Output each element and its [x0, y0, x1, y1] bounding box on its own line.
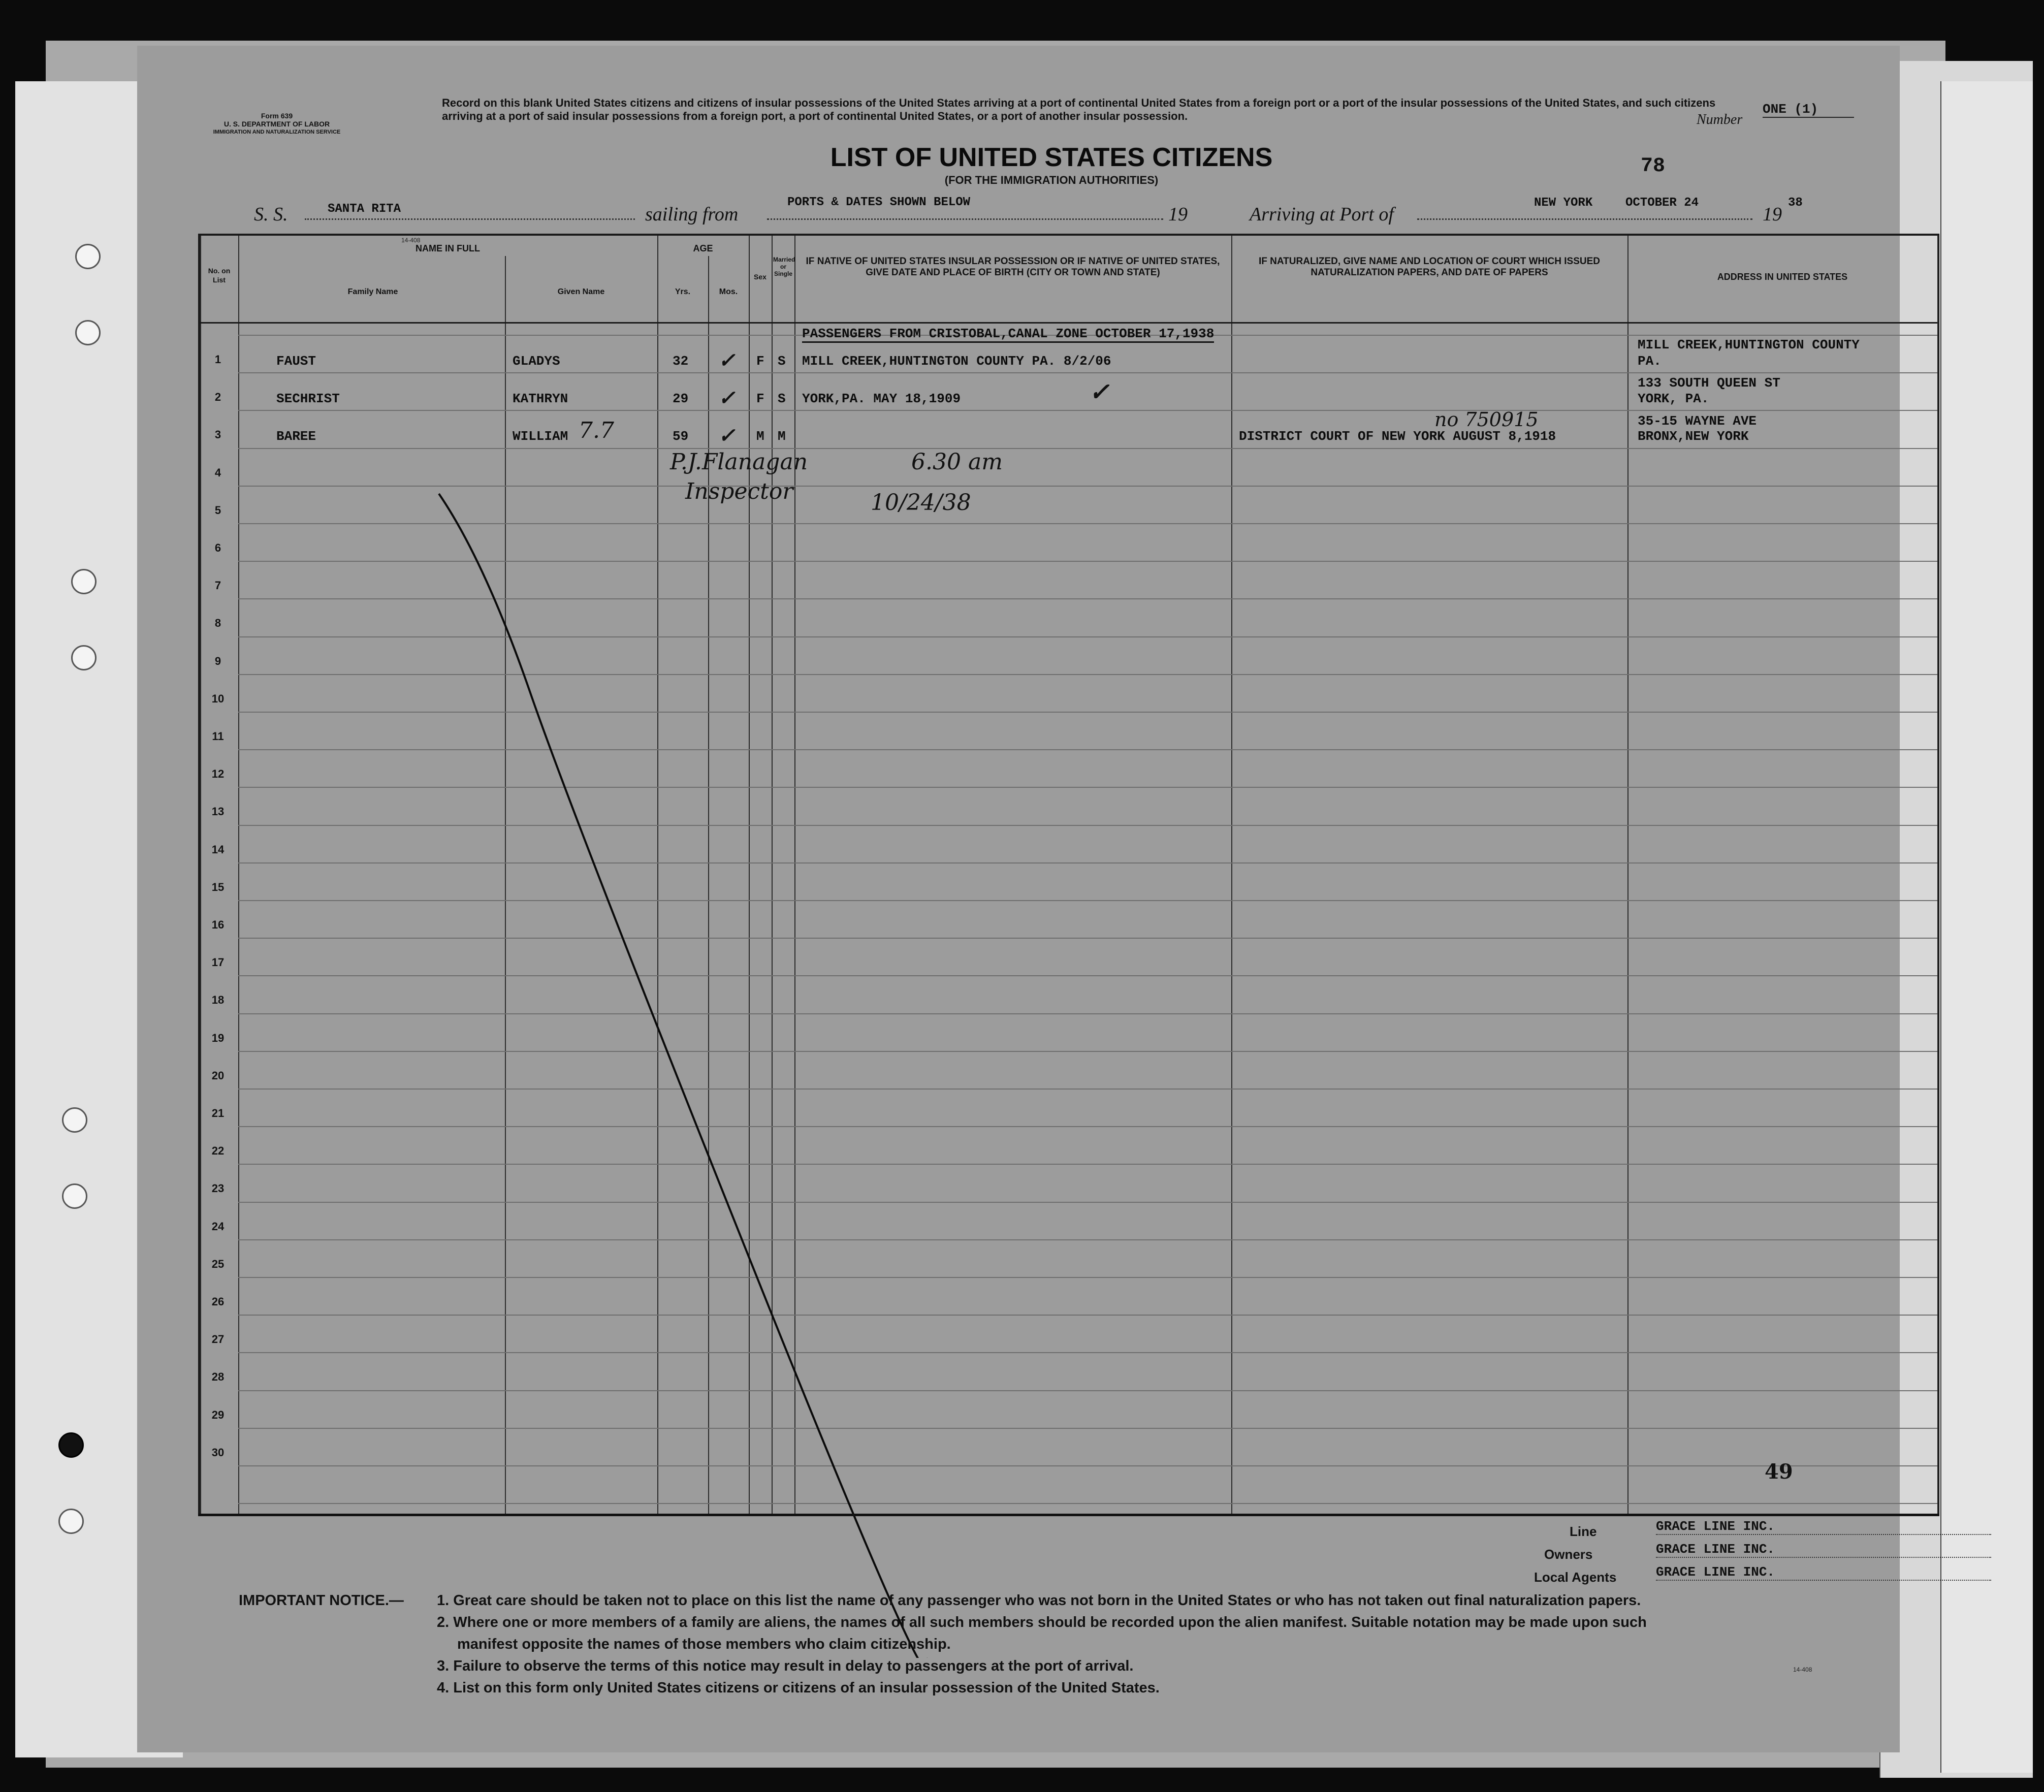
address-line-2: YORK, PA. [1638, 391, 1709, 406]
print-code-top: 14-408 [401, 237, 421, 244]
service-name: IMMIGRATION AND NATURALIZATION SERVICE [213, 129, 341, 135]
form-number: Form 639 [261, 112, 293, 120]
header-birth: IF NATIVE OF UNITED STATES INSULAR POSSESSION OR IF NATIVE OF UNITED STATES, GIVE DATE AND PLACE OF BIRTH (CITY OR TOWN AND STATE) [806, 256, 1220, 278]
naturalized-cell: DISTRICT COURT OF NEW YORK AUGUST 8,1918 [1239, 429, 1556, 444]
address-line-1: 133 SOUTH QUEEN ST [1638, 375, 1780, 391]
form-identifier [193, 112, 361, 136]
row-number: 28 [211, 1370, 225, 1384]
manifest-sheet [137, 46, 1900, 1752]
passenger-table [198, 234, 1939, 1516]
inspector-title: Inspector [685, 478, 793, 504]
sex-cell: M [756, 429, 764, 444]
age-years-cell: 59 [673, 429, 689, 444]
notice-item-1 [239, 1590, 1864, 1612]
row-number: 3 [214, 428, 221, 441]
table-bottom-rule [198, 1514, 1939, 1516]
stamp-number: 78 [1641, 155, 1666, 178]
binder-hole [62, 1183, 87, 1209]
given-name-cell: WILLIAM [513, 429, 568, 444]
header-given-name: Given Name [557, 287, 605, 296]
row-number: 19 [211, 1031, 225, 1044]
arriving-year-prefix: 19 [1763, 204, 1782, 225]
binder-hole [62, 1107, 87, 1133]
row-number: 21 [211, 1107, 225, 1119]
arriving-date: OCTOBER 24 [1625, 196, 1699, 210]
age-years-cell: 29 [673, 391, 689, 406]
family-name-cell: BAREE [276, 429, 316, 444]
birth-cell: MILL CREEK,HUNTINGTON COUNTY PA. 8/2/06 [802, 354, 1111, 369]
row-number: 20 [211, 1069, 225, 1082]
number-label: Number [1697, 112, 1743, 127]
row-number: 17 [211, 956, 225, 969]
sailing-from-value: PORTS & DATES SHOWN BELOW [787, 196, 971, 209]
row-number: 23 [211, 1182, 225, 1195]
row-number: 1 [214, 353, 221, 366]
record-instructions: Record on this blank United States citizens and citizens of insular possessions of the United States arriving at a port of continental United States from a foreign port or a port of the insular possessions of the United States, and such citizens arriving at a port of said insular possessions from a foreign port, a port of continental United States, or a port of another insular possession. [442, 97, 1716, 122]
given-name-cell: GLADYS [513, 354, 560, 369]
header-yrs: Yrs. [675, 287, 691, 296]
notice-label: IMPORTANT NOTICE.— [239, 1592, 404, 1609]
marital-cell: S [778, 354, 786, 369]
notice-text-2a: 2. Where one or more members of a family are aliens, the names of all such members should be recorded upon the alien manifest. Suitable notation may be made upon such [437, 1614, 1647, 1630]
row-number: 25 [211, 1257, 225, 1270]
row-number: 16 [211, 918, 225, 931]
given-name-cell: KATHRYN [513, 391, 568, 406]
sex-cell: F [756, 354, 764, 369]
department-name: U. S. DEPARTMENT OF LABOR [223, 120, 330, 128]
birth-cell: YORK,PA. MAY 18,1909 [802, 391, 961, 406]
header-married-single: Married or Single [773, 256, 795, 277]
page-title: LIST OF UNITED STATES CITIZENS [830, 143, 1273, 172]
header-naturalized: IF NATURALIZED, GIVE NAME AND LOCATION OF COURT WHICH ISSUED NATURALIZATION PAPERS, AND DATE OF PAPERS [1258, 256, 1600, 278]
binder-hole [58, 1432, 84, 1458]
family-name-cell: FAUST [276, 354, 316, 369]
cancellation-stroke [439, 494, 928, 1658]
header-sex: Sex [754, 273, 766, 281]
row-number: 12 [211, 767, 225, 781]
row-number: 5 [214, 503, 221, 517]
family-name-cell: SECHRIST [276, 391, 340, 406]
sex-cell: F [756, 391, 764, 406]
header-no-on-list: No. on List [208, 267, 231, 284]
ship-name: SANTA RITA [328, 202, 401, 216]
row-number: 7 [214, 579, 221, 592]
local-agents-value: GRACE LINE INC. [1656, 1564, 1991, 1581]
local-agents-label: Local Agents [1534, 1570, 1617, 1585]
age-years-cell: 32 [673, 354, 689, 369]
row-number: 13 [211, 805, 225, 818]
binder-hole [75, 244, 101, 269]
notice-text-3: 3. Failure to observe the terms of this notice may result in delay to passengers at the port of arrival. [437, 1658, 1134, 1674]
binder-hole [71, 569, 97, 594]
row-number: 22 [211, 1144, 225, 1158]
address-line-1: 35-15 WAYNE AVE [1638, 413, 1757, 429]
header-mos: Mos. [719, 287, 738, 296]
arriving-year-suffix: 38 [1788, 196, 1803, 210]
arriving-port: NEW YORK [1534, 196, 1593, 210]
sailing-from-line [767, 218, 1163, 220]
row-number: 11 [212, 730, 224, 743]
age-months-check: ✓ [718, 424, 736, 447]
number-value: ONE (1) [1763, 102, 1854, 118]
important-notice [239, 1590, 1864, 1699]
address-line-2: BRONX,NEW YORK [1638, 429, 1749, 444]
marital-cell: M [778, 429, 786, 444]
header-age: AGE [693, 243, 713, 253]
column-divider [1937, 236, 1938, 1516]
row-number: 26 [211, 1295, 225, 1308]
row-number: 15 [211, 880, 225, 893]
row-number: 24 [211, 1220, 225, 1233]
page-stamp: 49 [1765, 1460, 1793, 1484]
line-label: Line [1570, 1524, 1597, 1539]
binder-hole [75, 320, 101, 345]
owners-value: GRACE LINE INC. [1656, 1542, 1991, 1558]
address-line-1: MILL CREEK,HUNTINGTON COUNTY [1638, 337, 1860, 353]
row-number: 18 [211, 994, 225, 1007]
address-line-2: PA. [1638, 354, 1662, 369]
row-number: 30 [211, 1446, 225, 1459]
arriving-label: Arriving at Port of [1250, 204, 1394, 225]
marital-cell: S [778, 391, 786, 406]
page-subtitle: (FOR THE IMMIGRATION AUTHORITIES) [944, 174, 1159, 186]
sailing-from-label: sailing from [645, 204, 739, 225]
row-number: 4 [214, 466, 221, 479]
naturalization-number: no 750915 [1434, 408, 1539, 431]
row-number: 8 [214, 617, 221, 630]
header-name-in-full: NAME IN FULL [416, 243, 480, 253]
line-value: GRACE LINE INC. [1656, 1519, 1991, 1535]
cancellation-line [200, 236, 1937, 1658]
inspector-name: P.J.Flanagan [670, 449, 808, 475]
row-number: 6 [214, 541, 221, 554]
row-number: 29 [211, 1408, 225, 1421]
header-family-name: Family Name [347, 287, 398, 296]
ss-label: S. S. [254, 204, 288, 225]
arriving-line [1417, 218, 1752, 220]
notice-text-4: 4. List on this form only United States citizens or citizens of an insular possession of the United States. [437, 1680, 1160, 1696]
birth-check: ✓ [1089, 378, 1110, 406]
given-name-note: 7.7 [579, 418, 614, 443]
row-number: 10 [211, 692, 225, 705]
section-note: PASSENGERS FROM CRISTOBAL,CANAL ZONE OCTOBER 17,1938 [802, 326, 1214, 343]
inspection-date: 10/24/38 [871, 490, 971, 516]
row-number: 14 [211, 843, 225, 856]
print-code-bottom: 14-408 [1793, 1666, 1812, 1673]
age-months-check: ✓ [718, 348, 736, 372]
year-prefix: 19 [1168, 204, 1188, 225]
notice-text-1: 1. Great care should be taken not to place on this list the name of any passenger who was not born in the United States or who has not taken out final naturalization papers. [437, 1592, 1641, 1609]
row-number: 9 [214, 654, 221, 667]
row-number: 27 [211, 1333, 225, 1346]
age-months-check: ✓ [718, 386, 736, 410]
binder-hole [71, 645, 97, 670]
binder-hole [58, 1509, 84, 1534]
ship-name-line [305, 218, 635, 220]
row-number: 2 [214, 391, 221, 404]
inspection-time: 6.30 am [911, 449, 1003, 475]
notice-text-2b: manifest opposite the names of those members who claim citizenship. [457, 1636, 951, 1652]
header-address: ADDRESS IN UNITED STATES [1717, 272, 1848, 282]
owners-label: Owners [1544, 1547, 1593, 1562]
